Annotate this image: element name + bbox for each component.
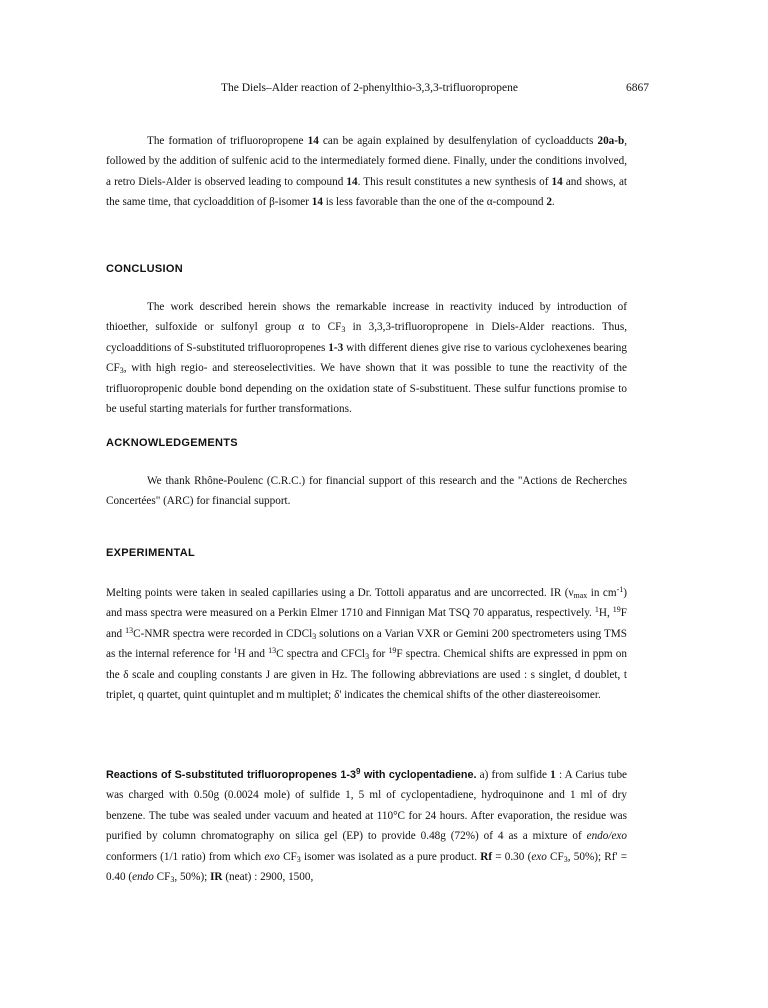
- experimental-heading: EXPERIMENTAL: [106, 547, 195, 559]
- conclusion-paragraph: The work described herein shows the remarkable increase in reactivity induced by introduction of thioether, sulfoxide or sulfonyl group α to $CF_3$ in 3,3,3-trifluoropropene in Diels-Alder reactions. Thus, cycloadditions of S-substituted trifluoropropenes 1-3 with different dienes give rise to various cyclohexenes bearing $CF_3$, with high regio- and stereoselectivities. We have shown that it was possible to tune the reactivity of the trifluoropropenic double bond depending on the oxidation state of S-substituent. These sulfur functions promise to be useful starting materials for further transformations.: [106, 301, 627, 416]
- experimental-paragraph-general: Melting points were taken in sealed capillaries using a Dr. Tottoli apparatus and are uncorrected. IR ($\nu_{max}$ in $cm^{-1}$) and mass spectra were measured on a Perkin Elmer 1710 and Finnigan Mat TSQ 70 apparatus, respectively. $^1$H, $^{19}$F and $^{13}$C-NMR spectra were recorded in CDCl$_3$ solutions on a Varian VXR or Gemini 200 spectrometers using TMS as the internal reference for $^1$H and $^{13}$C spectra and CFCl$_3$ for $^{19}$F spectra. Chemical shifts are expressed in ppm on the δ scale and coupling constants J are given in Hz. The following abbreviations are used : s singlet, d doublet, t triplet, q quartet, quint quintuplet and m multiplet; δ' indicates the chemical shifts of the other diastereoisomer.: [106, 585, 627, 702]
- running-title: The Diels–Alder reaction of 2-phenylthio-3,3,3-trifluoropropene: [221, 82, 518, 94]
- acknowledgements-paragraph: We thank Rhône-Poulenc (C.R.C.) for financial support of this research and the "Actions de Recherches Concertées" (ARC) for financial support.: [106, 475, 627, 508]
- acknowledgements-heading: ACKNOWLEDGEMENTS: [106, 437, 238, 449]
- page-number: 6867: [626, 82, 649, 94]
- experimental-paragraph-cyclopentadiene: Reactions of S-substituted trifluoropropenes $1-3^9$ with cyclopentadiene. a) from sulfide 1 : A Carius tube was charged with 0.50g (0.0024 mole) of sulfide 1, 5 ml of cyclopentadiene, hydroquinone and 1 ml of dry benzene. The tube was sealed under vacuum and heated at 110°C for 24 hours. After evaporation, the residue was purified by column chromatography on silica gel (EP) to provide 0.48g (72%) of 4 as a mixture of endo/exo conformers (1/1 ratio) from which exo $CF_3$ isomer was isolated as a pure product. Rf = 0.30 (exo $CF_3$, 50%); Rf' = 0.40 (endo $CF_3$, 50%); IR (neat) : 2900, 1500,: [106, 767, 628, 885]
- runin-heading: Reactions of S-substituted trifluoropropenes $1-3^9$ with cyclopentadiene.: [106, 767, 477, 781]
- page-header: [0, 82, 768, 100]
- intro-paragraph: The formation of trifluoropropene 14 can be again explained by desulfenylation of cycloadducts 20a-b, followed by the addition of sulfenic acid to the intermediately formed diene. Finally, under the conditions involved, a retro Diels-Alder is observed leading to compound 14. This result constitutes a new synthesis of 14 and shows, at the same time, that cycloaddition of β-isomer 14 is less favorable than the one of the α-compound 2.: [106, 135, 628, 209]
- conclusion-heading: CONCLUSION: [106, 263, 183, 275]
